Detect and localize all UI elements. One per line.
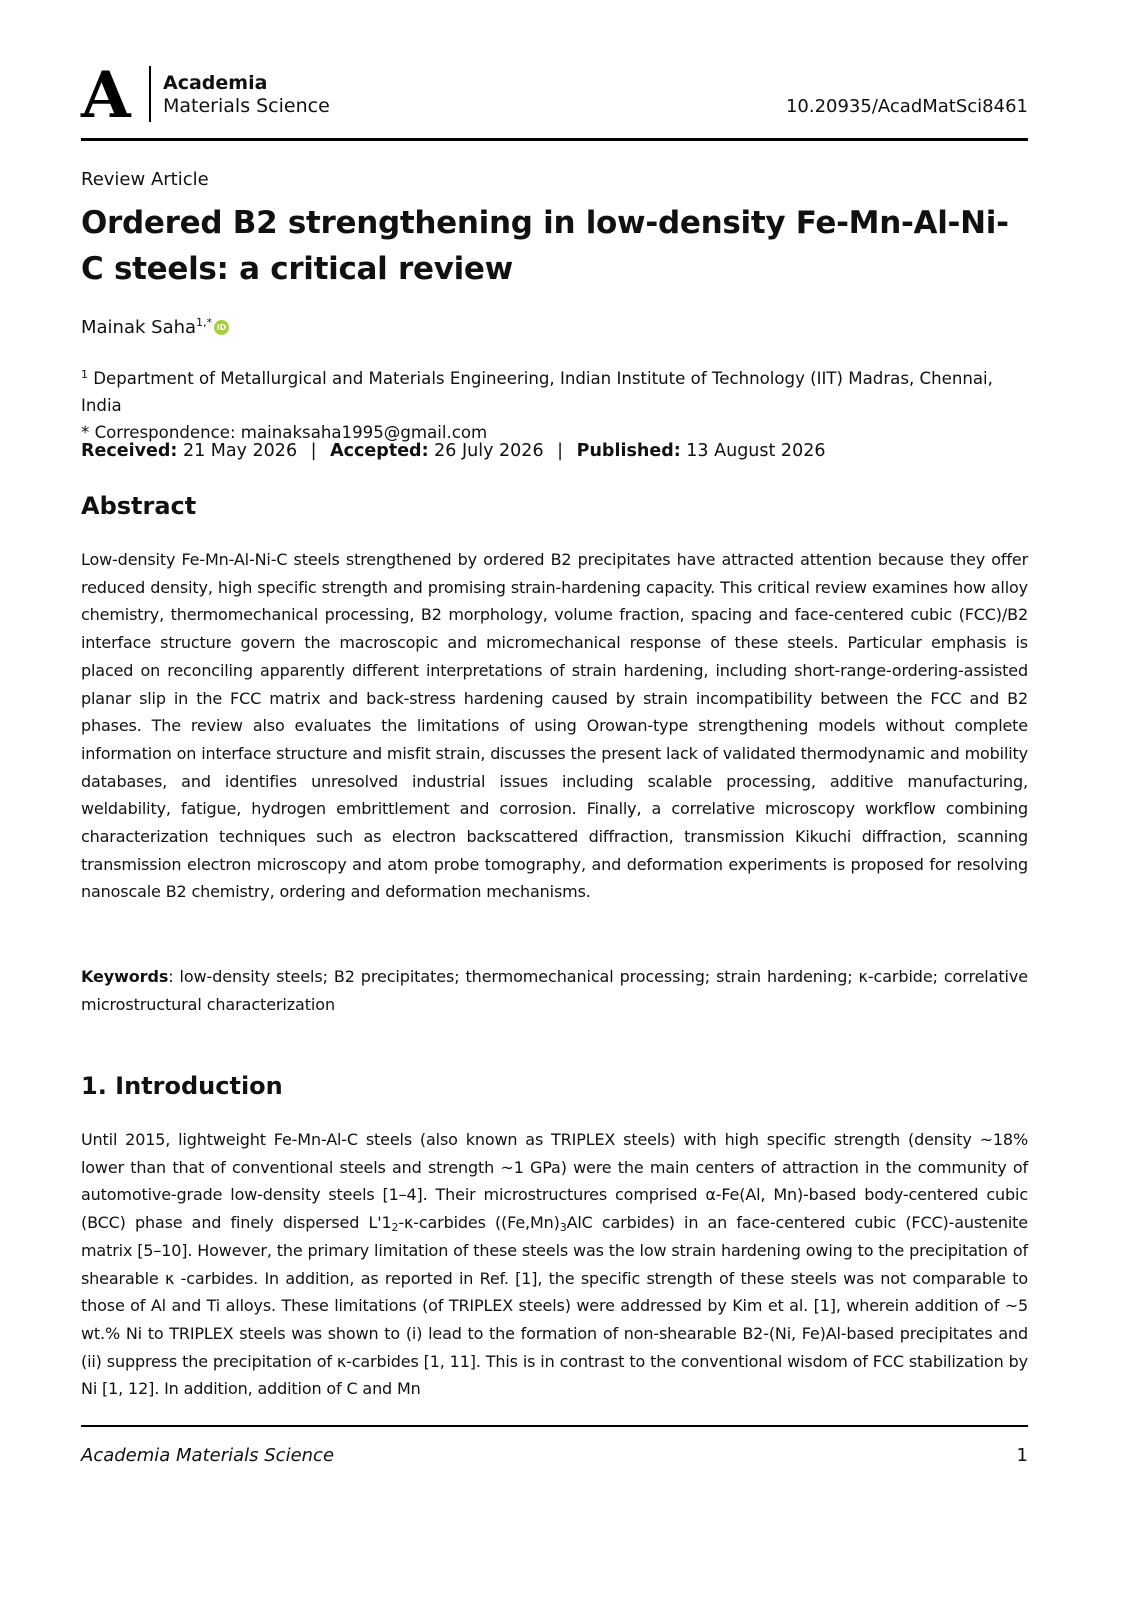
affiliation-marker: 1 [81, 368, 88, 381]
accepted-label: Accepted: [330, 441, 429, 461]
intro-subscript-2: 3 [559, 1221, 567, 1235]
published-date: 13 August 2026 [686, 441, 826, 461]
article-type: Review Article [81, 169, 209, 190]
paper-page [81, 0, 1028, 1600]
introduction-text [81, 1126, 1028, 1403]
date-separator: | [557, 441, 564, 461]
date-separator: | [310, 441, 317, 461]
intro-subscript-1: 2 [391, 1221, 399, 1235]
affiliation-text: Department of Metallurgical and Materials Engineering, Indian Institute of Technology (IIT) Madras, Chennai, India [81, 369, 993, 415]
orcid-icon[interactable]: iD [214, 320, 229, 335]
logo-divider [149, 66, 151, 122]
published-label: Published: [576, 441, 681, 461]
intro-part-2: -κ-carbides ((Fe,Mn) [398, 1213, 560, 1233]
keywords-text: : low-density steels; B2 precipitates; thermomechanical processing; strain hardening; κ-carbide; correlative microstructural characterization [81, 967, 1028, 1014]
author-name: Mainak Saha [81, 317, 197, 338]
abstract-text: Low-density Fe-Mn-Al-Ni-C steels strengthened by ordered B2 precipitates have attracted attention because they offer reduced density, high specific strength and promising strain-hardening capacity. This critical review examines how alloy chemistry, thermomechanical processing, B2 morphology, volume fraction, spacing and face-centered cubic (FCC)/B2 interface structure govern the macroscopic and micromechanical response of these steels. Particular emphasis is placed on reconciling apparently different interpretations of strain hardening, including short-range-ordering-assisted planar slip in the FCC matrix and back-stress hardening caused by strain incompatibility between the FCC and B2 phases. The review also evaluates the limitations of using Orowan-type strengthening models without complete information on interface structure and misfit strain, discusses the present lack of validated thermodynamic and mobility databases, and identifies unresolved industrial issues including scalable processing, additive manufacturing, weldability, fatigue, hydrogen embrittlement and corrosion. Finally, a correlative microscopy workflow combining characterization techniques such as electron backscattered diffraction, transmission Kikuchi diffraction, scanning transmission electron microscopy and atom probe tomography, and deformation experiments is proposed for resolving nanoscale B2 chemistry, ordering and deformation mechanisms. [81, 550, 1028, 902]
affiliations [81, 361, 1028, 446]
received-date: 21 May 2026 [182, 441, 298, 461]
footer-rule [81, 1425, 1028, 1427]
doi-link[interactable]: 10.20935/AcadMatSci8461 [785, 96, 1028, 117]
affiliation-1 [81, 361, 1028, 419]
journal-name-line2: Materials Science [163, 95, 330, 117]
author-affiliation-marker: 1,* [196, 316, 213, 329]
footer-journal-name: Academia Materials Science [81, 1445, 335, 1466]
received-label: Received: [81, 441, 178, 461]
article-title: Ordered B2 strengthening in low-density Fe-Mn-Al-Ni-C steels: a critical review [81, 205, 1009, 287]
journal-name-line1: Academia [163, 72, 268, 94]
accepted-date: 26 July 2026 [434, 441, 544, 461]
journal-logo: A [81, 58, 131, 133]
author-line [81, 310, 229, 341]
publication-dates [81, 438, 825, 464]
page-number: 1 [1016, 1445, 1028, 1466]
correspondence[interactable]: * Correspondence: mainaksaha1995@gmail.com [81, 423, 488, 442]
intro-part-3: AlC carbides) in an face-centered cubic (FCC)-austenite matrix [5–10]. However, the primary limitation of these steels was the low strain hardening owing to the precipitation of shearable κ -carbides. In addition, as reported in Ref. [1], the specific strength of these steels was not comparable to those of Al and Ti alloys. These limitations (of TRIPLEX steels) were addressed by Kim et al. [1], wherein addition of ~5 wt.% Ni to TRIPLEX steels was shown to (i) lead to the formation of non-shearable B2-(Ni, Fe)Al-based precipitates and (ii) suppress the precipitation of κ-carbides [1, 11]. This is in contrast to the conventional wisdom of FCC stabilization by Ni [1, 12]. In addition, addition of C and Mn [81, 1213, 1028, 1399]
header-rule [81, 138, 1028, 141]
intro-part-1: Until 2015, lightweight Fe-Mn-Al-C steels (also known as TRIPLEX steels) with high specific strength (density ~18% lower than that of conventional steels and strength ~1 GPa) were the main centers of attraction in the community of automotive-grade low-density steels [1–4]. Their microstructures comprised α-Fe(Al, Mn)-based body-centered cubic (BCC) phase and finely dispersed L'1 [81, 1130, 1028, 1233]
keywords-label: Keywords [81, 967, 169, 986]
keywords [81, 963, 1028, 1019]
journal-header [81, 58, 1028, 133]
abstract-heading: Abstract [81, 492, 197, 520]
introduction-heading: 1. Introduction [81, 1072, 283, 1100]
